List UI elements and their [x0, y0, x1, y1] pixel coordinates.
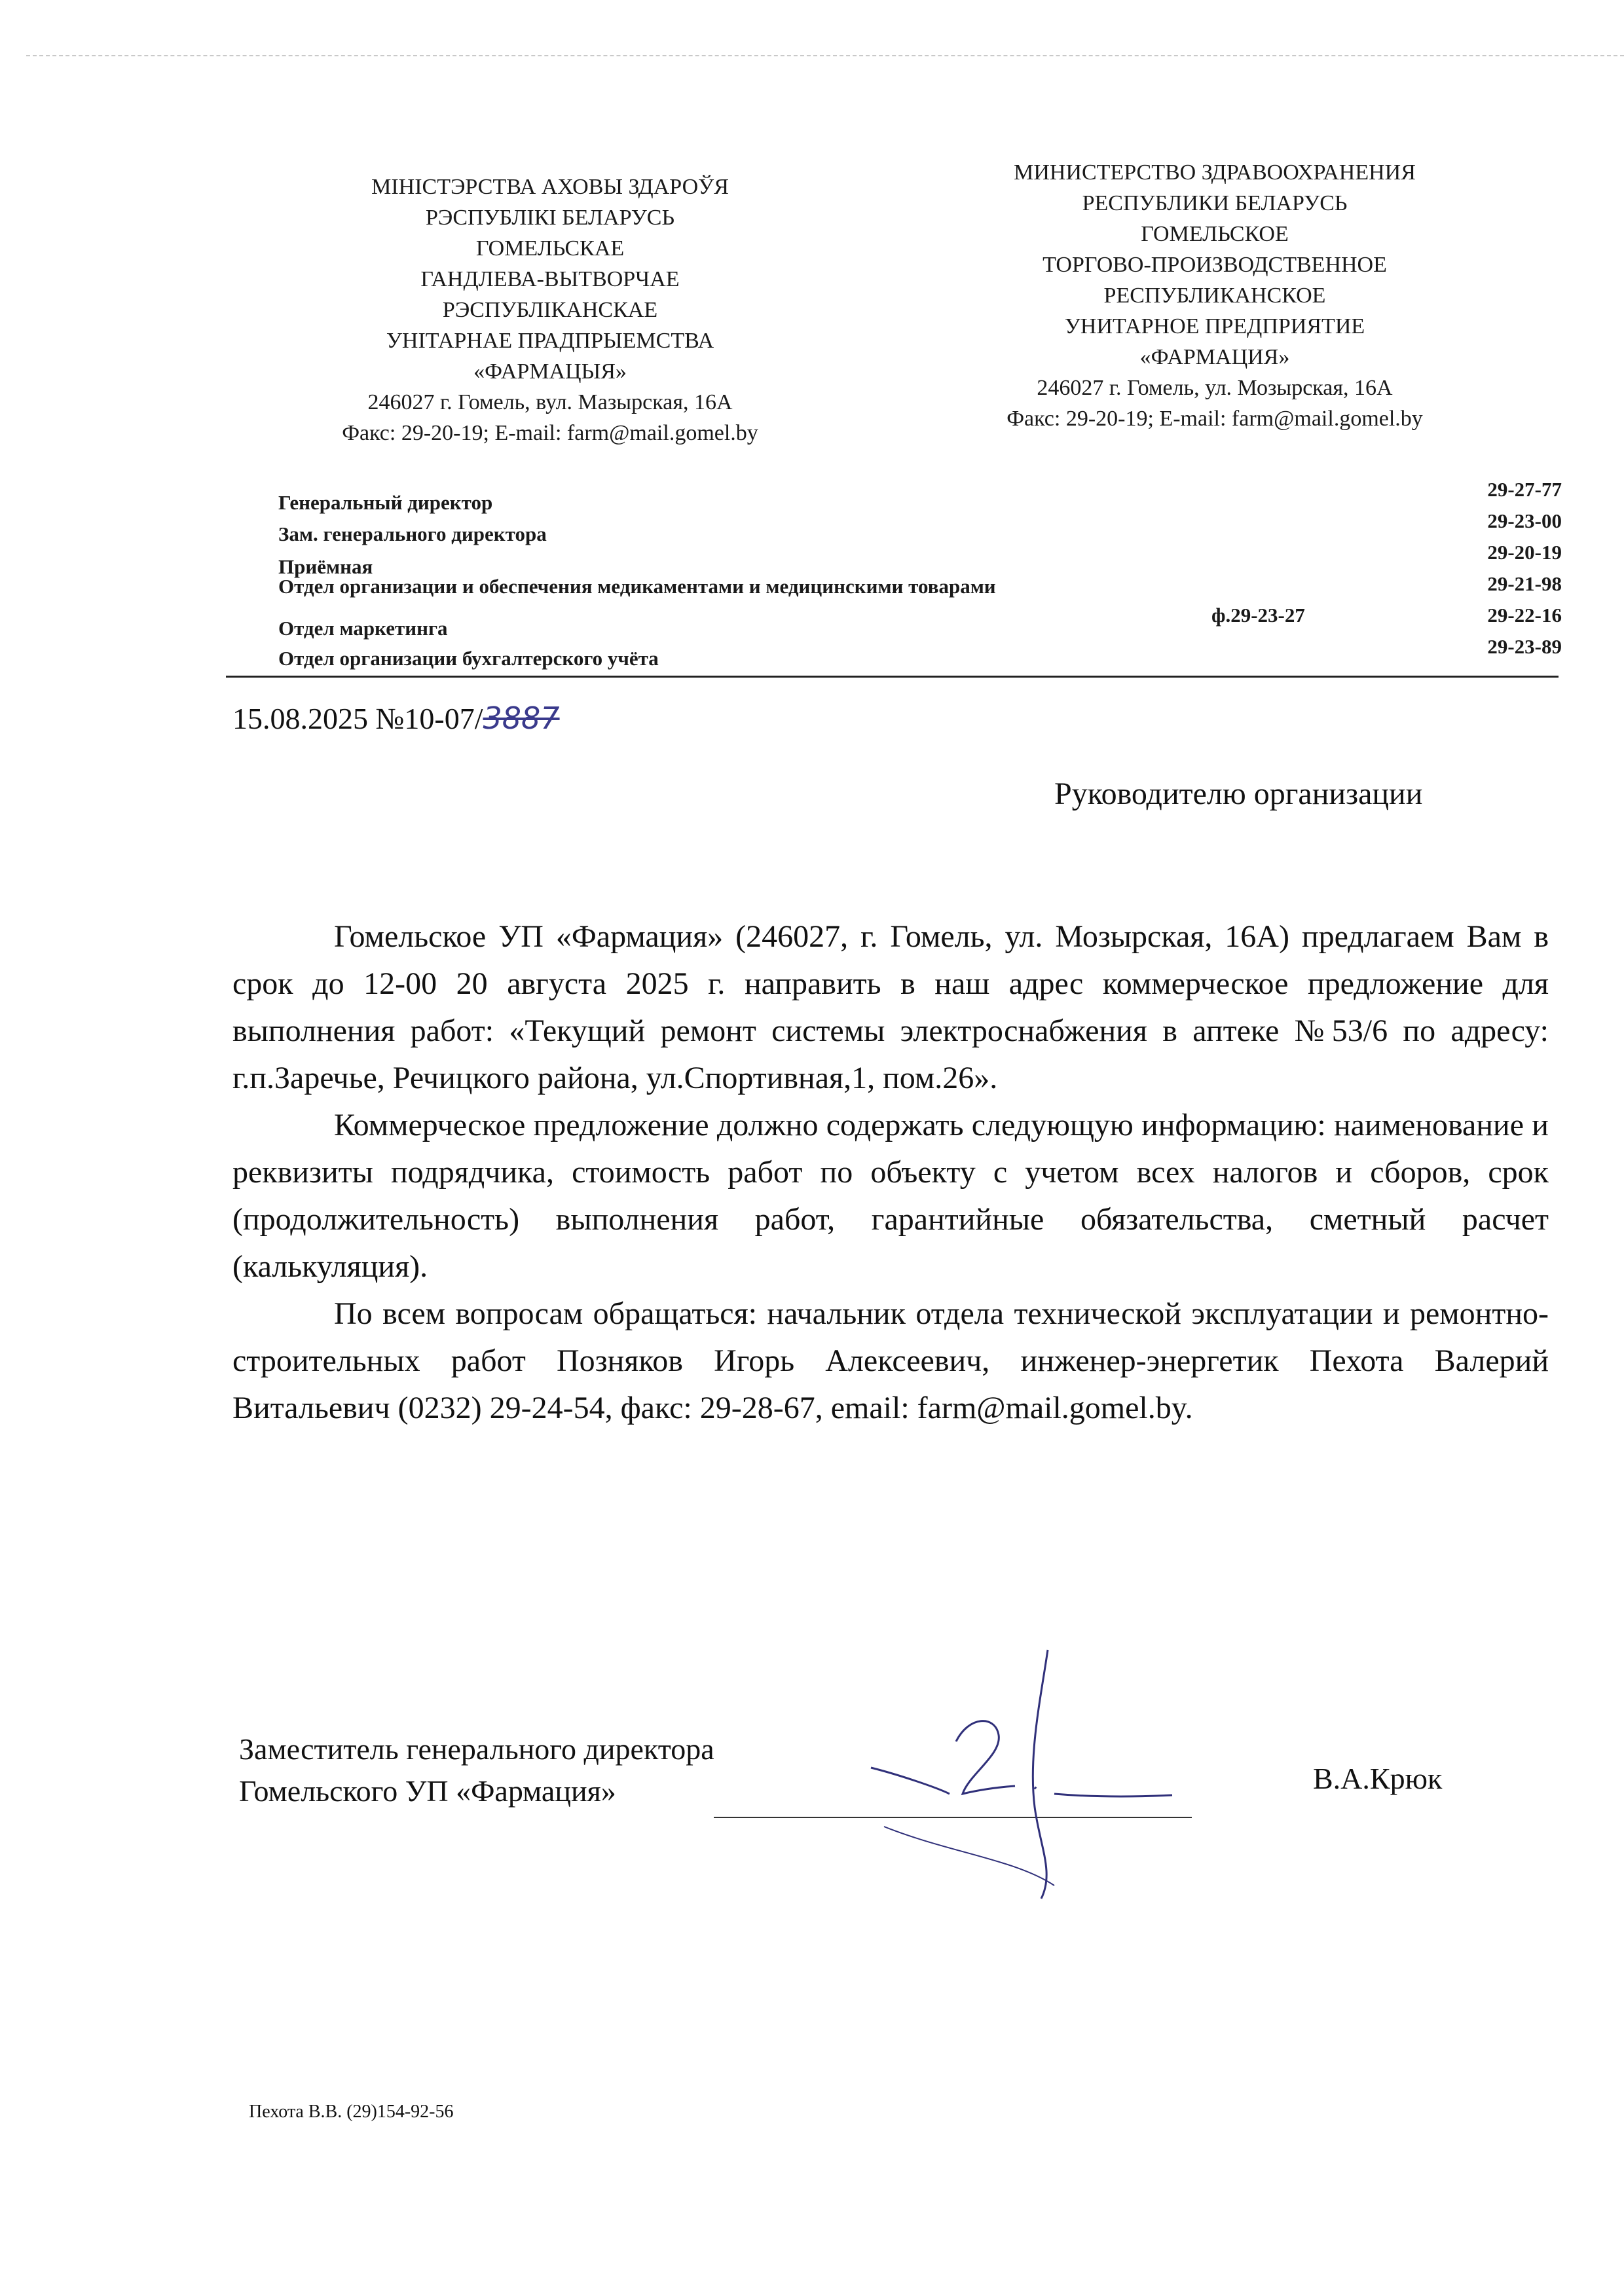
letterhead-line: РЕСПУБЛИКИ БЕЛАРУСЬ: [1082, 191, 1348, 215]
letterhead-line: ГОМЕЛЬСКОЕ: [1141, 222, 1289, 246]
contact-directory: [278, 478, 1562, 674]
addressee: Руководителю организации: [1054, 776, 1423, 811]
department-deputy-director: Зам. генерального директора: [278, 522, 547, 545]
letterhead-line: ГОМЕЛЬСКАЕ: [475, 236, 625, 261]
date-and-number: 15.08.2025 №10-07/: [232, 702, 483, 735]
phone-number: 29-22-16: [1487, 604, 1562, 627]
fax-number: ф.29-23-27: [1211, 604, 1305, 627]
signatory-title-line: Гомельского УП «Фармация»: [239, 1774, 616, 1808]
letter-body: [232, 913, 1549, 1432]
department-marketing: Отдел маркетинга: [278, 617, 448, 640]
letterhead-belarusian: [255, 172, 845, 448]
handwritten-outgoing-number: 3887: [483, 701, 560, 736]
letterhead-line: «ФАРМАЦИЯ»: [1139, 345, 1290, 369]
letterhead-line: РЭСПУБЛІКІ БЕЛАРУСЬ: [425, 206, 674, 230]
letterhead-line: РЭСПУБЛІКАНСКАЕ: [442, 298, 658, 322]
letterhead-russian: [910, 157, 1519, 434]
handwritten-signature: [858, 1637, 1225, 1912]
letterhead-line: ТОРГОВО-ПРОИЗВОДСТВЕННОЕ: [1043, 253, 1387, 277]
body-paragraph: Гомельское УП «Фармация» (246027, г. Гомель, ул. Мозырская, 16А) предлагаем Вам в срок до 12-00 20 августа 2025 г. направить в наш адрес коммерческое предложение для выполнения работ: «Текущий ремонт системы электроснабжения в аптеке №53/6 по адресу: г.п.Заречье, Речицкого района, ул.Спортивная,1, пом.26».: [232, 919, 1549, 1095]
letterhead-line: МІНІСТЭРСТВА АХОВЫ ЗДАРОЎЯ: [371, 175, 729, 199]
letterhead-address: 246027 г. Гомель, вул. Мазырская, 16А: [367, 390, 733, 414]
letterhead-line: ГАНДЛЕВА-ВЫТВОРЧАЕ: [420, 267, 680, 291]
scan-edge-line: [26, 55, 1624, 56]
letterhead-line: УНИТАРНОЕ ПРЕДПРИЯТИЕ: [1064, 314, 1365, 338]
phone-number: 29-27-77: [1487, 478, 1562, 501]
letterhead-fax-email: Факс: 29-20-19; E-mail: farm@mail.gomel.by: [342, 421, 758, 445]
phone-number: 29-20-19: [1487, 541, 1562, 564]
letterhead-line: «ФАРМАЦЫЯ»: [473, 359, 627, 384]
department-medicines-supply: Отдел организации и обеспечения медикаментами и медицинскими товарами: [278, 575, 996, 598]
phone-number: 29-23-00: [1487, 509, 1562, 532]
phone-number: 29-21-98: [1487, 572, 1562, 595]
letterhead-line: РЕСПУБЛИКАНСКОЕ: [1103, 283, 1326, 308]
body-paragraph: Коммерческое предложение должно содержать следующую информацию: наименование и реквизиты подрядчика, стоимость работ по объекту с учетом всех налогов и сборов, срок (продолжительность) выполнения работ, гарантийные обязательства, сметный расчет (калькуляция).: [232, 1108, 1549, 1284]
body-paragraph: По всем вопросам обращаться: начальник отдела технической эксплуатации и ремонтно-строительных работ Позняков Игорь Алексеевич, инженер-энергетик Пехота Валерий Витальевич (0232) 29-24-54, факс: 29-28-67, email: farm@mail.gomel.by.: [232, 1296, 1549, 1425]
letterhead-line: УНІТАРНАЕ ПРАДПРЫЕМСТВА: [386, 329, 714, 353]
registration-number: [232, 701, 560, 736]
department-general-director: Генеральный директор: [278, 491, 493, 514]
letterhead-line: МИНИСТЕРСТВО ЗДРАВООХРАНЕНИЯ: [1014, 160, 1416, 185]
signatory-title-line: Заместитель генерального директора: [239, 1732, 714, 1766]
letterhead-address: 246027 г. Гомель, ул. Мозырская, 16А: [1037, 376, 1393, 400]
executor-contact: Пехота В.В. (29)154-92-56: [249, 2102, 454, 2122]
signatory-name: В.А.Крюк: [1313, 1762, 1443, 1795]
department-accounting: Отдел организации бухгалтерского учёта: [278, 647, 659, 670]
letterhead-fax-email: Факс: 29-20-19; E-mail: farm@mail.gomel.by: [1006, 407, 1423, 431]
header-divider: [226, 676, 1559, 678]
department-reception: Приёмная: [278, 555, 373, 578]
signatory-title: [239, 1728, 714, 1812]
phone-number: 29-23-89: [1487, 635, 1562, 658]
